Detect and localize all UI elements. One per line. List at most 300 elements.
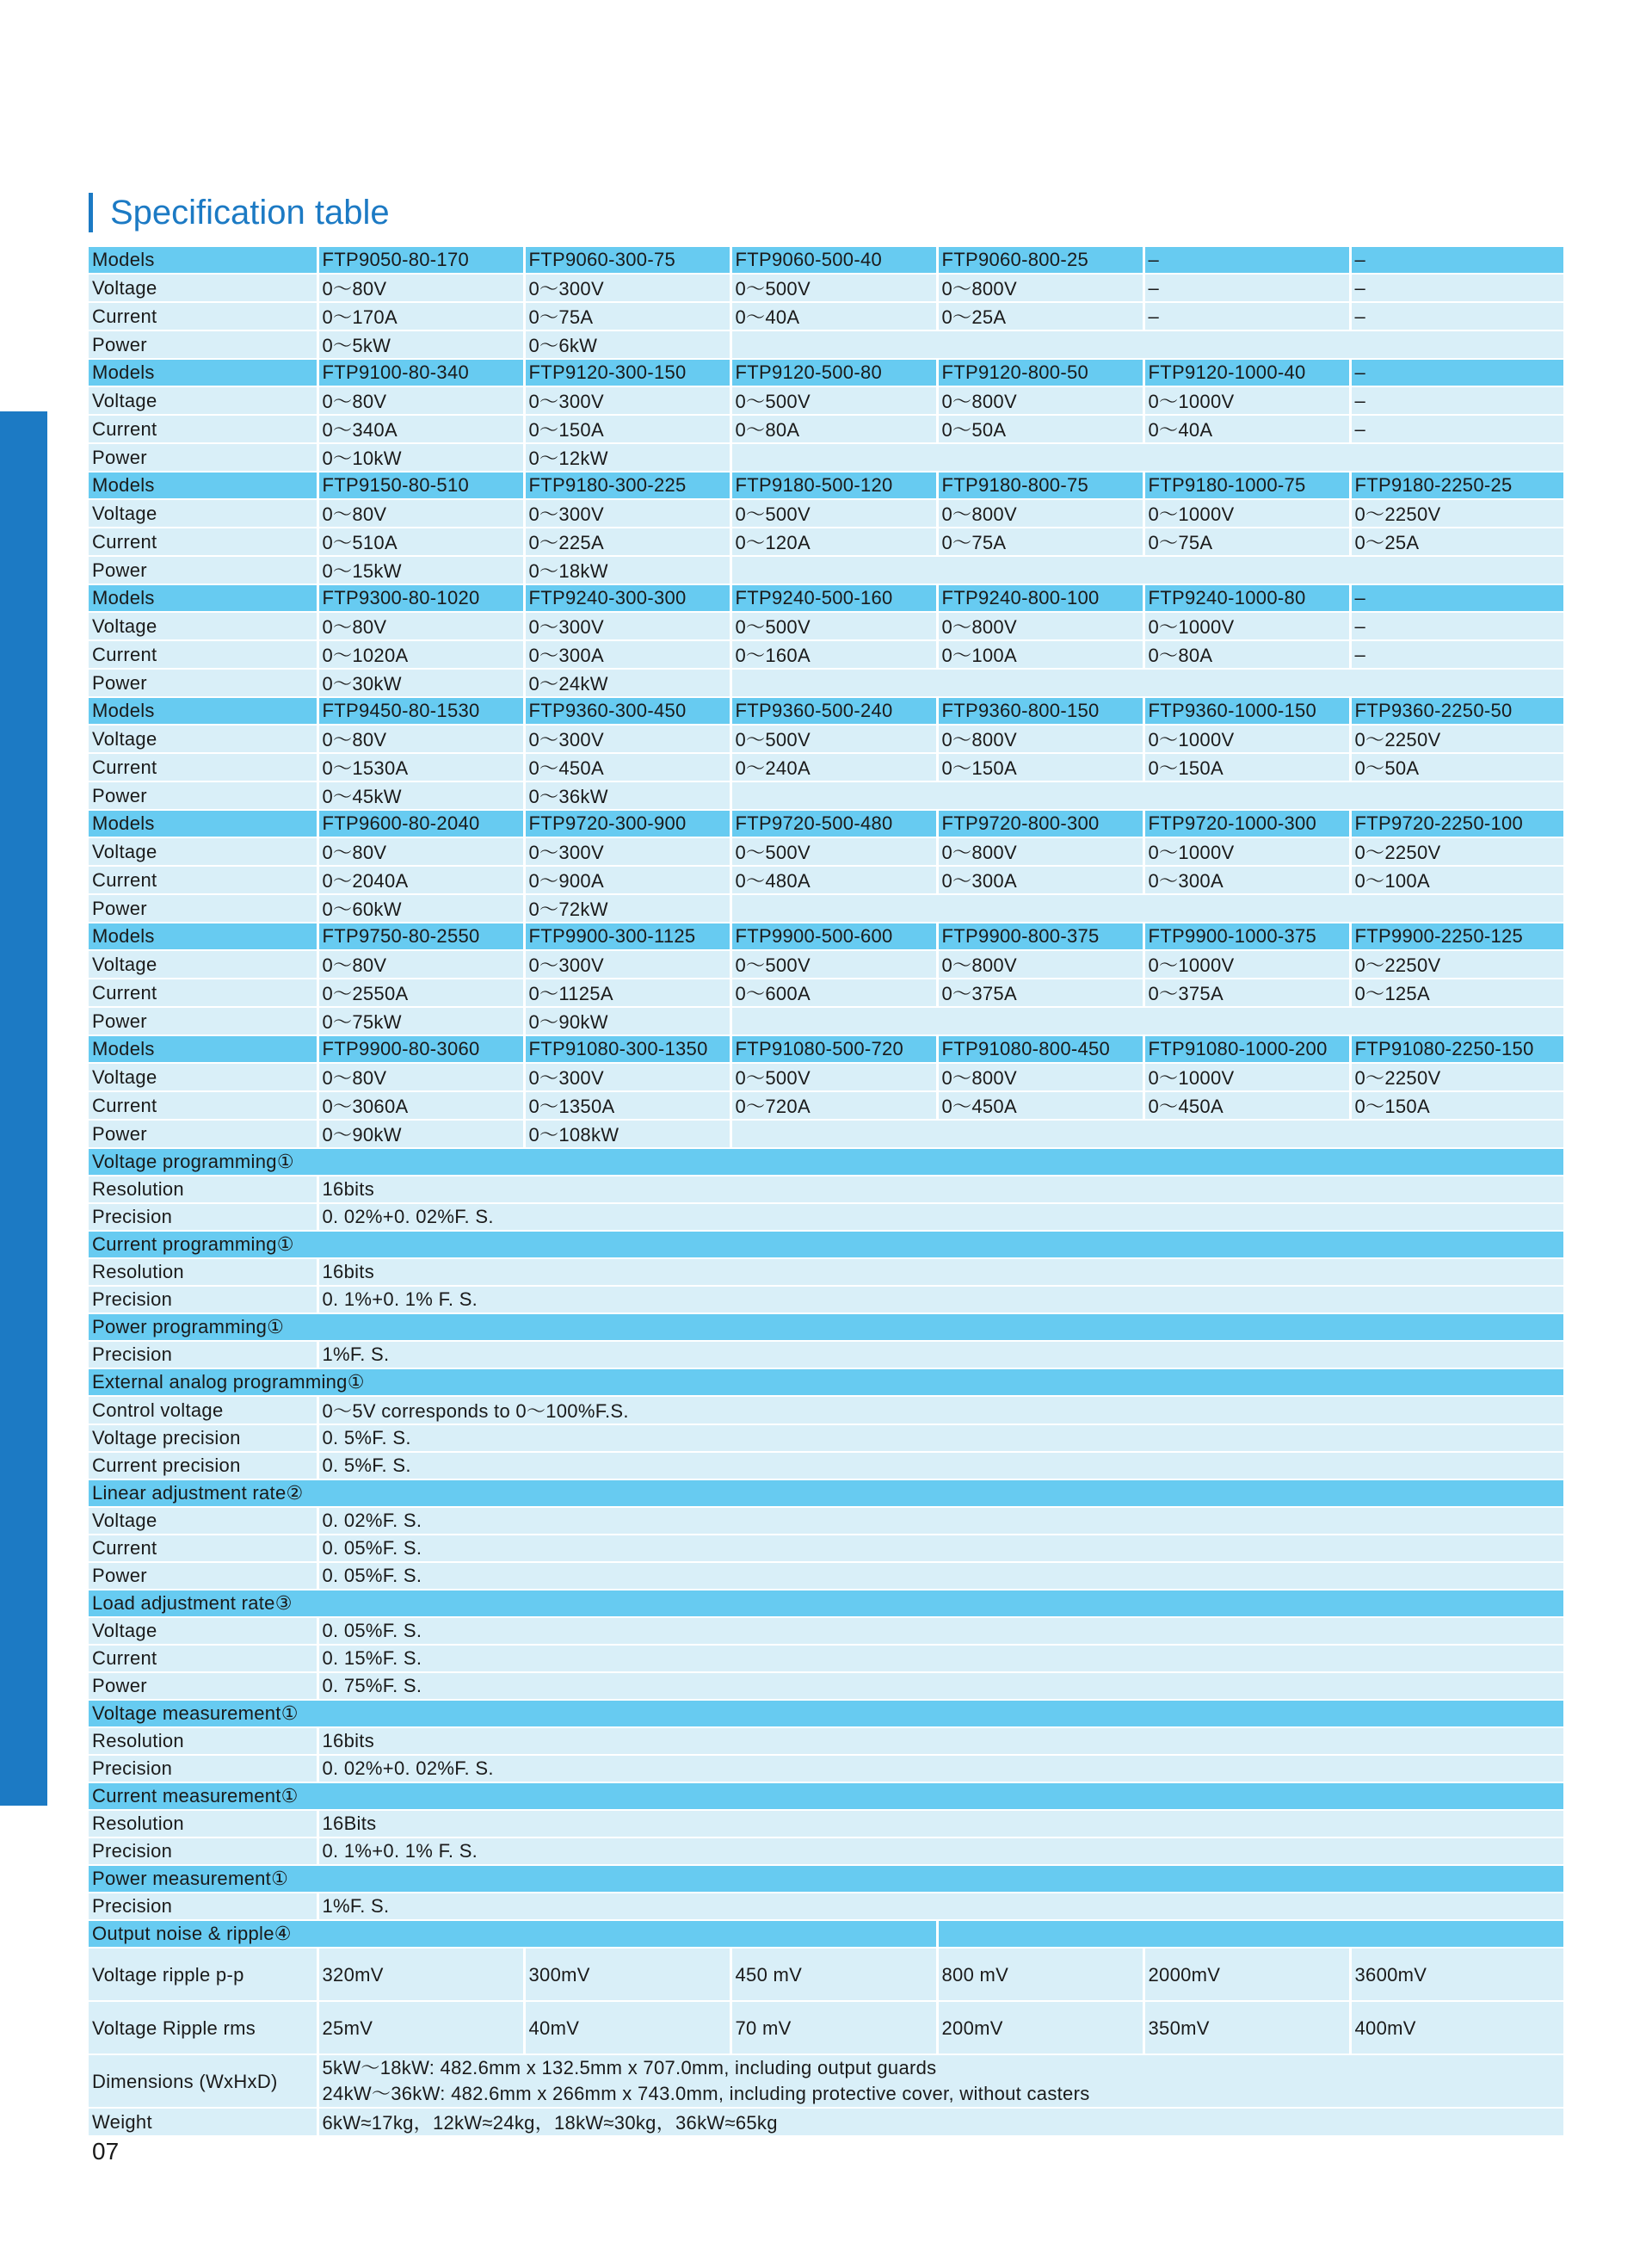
current-cell: 0～3060A (317, 1091, 524, 1120)
empty-cell (730, 443, 1563, 472)
model-name-cell: FTP9720-1000-300 (1143, 810, 1350, 837)
spec-value: 1%F. S. (317, 1341, 1563, 1368)
row-label: Models (89, 247, 317, 274)
section-header-row (89, 1148, 1563, 1176)
current-cell: 0～1350A (524, 1091, 730, 1120)
voltage-cell: 0～80V (317, 386, 524, 415)
ripple-value: 350mV (1143, 2001, 1350, 2054)
spec-label: Resolution (89, 1727, 317, 1755)
row-label: Voltage (89, 837, 317, 866)
current-cell: – (1350, 415, 1563, 443)
spec-value: 16bits (317, 1176, 1563, 1203)
section-title: Current programming① (89, 1231, 1563, 1258)
row-label: Current (89, 1091, 317, 1120)
spec-value: 16bits (317, 1258, 1563, 1286)
models-row (89, 1035, 1563, 1063)
model-name-cell: FTP9300-80-1020 (317, 584, 524, 612)
row-label: Power (89, 1120, 317, 1148)
spec-row (89, 1755, 1563, 1782)
dimensions-value (317, 2054, 1563, 2108)
current-cell: 0～75A (1143, 528, 1350, 556)
spec-value: 16bits (317, 1727, 1563, 1755)
voltage-cell: 0～2250V (1350, 725, 1563, 753)
spec-label: Resolution (89, 1810, 317, 1837)
section-title: Load adjustment rate③ (89, 1590, 1563, 1617)
spec-label: Voltage ripple p-p (89, 1948, 317, 2001)
section-header-row (89, 1782, 1563, 1810)
power-cell: 0～90kW (524, 1007, 730, 1035)
current-cell: 0～900A (524, 866, 730, 894)
voltage-cell: 0～300V (524, 499, 730, 528)
spec-row (89, 1396, 1563, 1424)
power-cell: 0～75kW (317, 1007, 524, 1035)
spec-row (89, 1176, 1563, 1203)
model-name-cell: FTP9240-500-160 (730, 584, 937, 612)
spec-row (89, 1286, 1563, 1313)
row-label: Current (89, 528, 317, 556)
model-name-cell: FTP9900-80-3060 (317, 1035, 524, 1063)
row-label: Power (89, 781, 317, 810)
voltage-cell: 0～1000V (1143, 612, 1350, 640)
voltage-cell: 0～1000V (1143, 950, 1350, 979)
spec-label: Voltage (89, 1617, 317, 1645)
spec-label: Precision (89, 1341, 317, 1368)
voltage-cell: 0～500V (730, 1063, 937, 1091)
model-name-cell: FTP9050-80-170 (317, 247, 524, 274)
voltage-cell: 0～80V (317, 950, 524, 979)
model-name-cell: FTP9060-300-75 (524, 247, 730, 274)
spec-label: Precision (89, 1286, 317, 1313)
row-label: Current (89, 866, 317, 894)
power-row (89, 556, 1563, 584)
ripple-value: 300mV (524, 1948, 730, 2001)
current-row (89, 866, 1563, 894)
spec-label: Precision (89, 1755, 317, 1782)
voltage-cell: – (1350, 274, 1563, 302)
dimension-line: 5kW～18kW: 482.6mm x 132.5mm x 707.0mm, including output guards (322, 2057, 937, 2078)
model-name-cell: FTP91080-1000-200 (1143, 1035, 1350, 1063)
model-name-cell: FTP9900-800-375 (937, 923, 1143, 950)
section-title: Power programming① (89, 1313, 1563, 1341)
current-cell: – (1350, 640, 1563, 669)
row-label: Current (89, 302, 317, 330)
spec-label: Current (89, 1645, 317, 1672)
model-name-cell: FTP91080-300-1350 (524, 1035, 730, 1063)
row-label: Power (89, 1007, 317, 1035)
model-name-cell: FTP9180-800-75 (937, 472, 1143, 499)
current-row (89, 640, 1563, 669)
voltage-cell: 0～2250V (1350, 950, 1563, 979)
current-cell: 0～1020A (317, 640, 524, 669)
current-cell: 0～150A (1350, 1091, 1563, 1120)
power-row (89, 443, 1563, 472)
spec-value: 0. 15%F. S. (317, 1645, 1563, 1672)
ripple-value: 320mV (317, 1948, 524, 2001)
spec-label: Current precision (89, 1452, 317, 1479)
power-cell: 0～45kW (317, 781, 524, 810)
voltage-cell: 0～500V (730, 950, 937, 979)
power-row (89, 894, 1563, 923)
current-cell: 0～300A (1143, 866, 1350, 894)
model-name-cell: FTP9240-1000-80 (1143, 584, 1350, 612)
model-name-cell: FTP9180-500-120 (730, 472, 937, 499)
ripple-value: 400mV (1350, 2001, 1563, 2054)
section-header-row (89, 1313, 1563, 1341)
row-label: Models (89, 1035, 317, 1063)
model-name-cell: FTP9360-800-150 (937, 697, 1143, 725)
model-name-cell: FTP9600-80-2040 (317, 810, 524, 837)
row-label: Models (89, 359, 317, 386)
models-row (89, 359, 1563, 386)
model-name-cell: FTP9240-800-100 (937, 584, 1143, 612)
power-cell: 0～90kW (317, 1120, 524, 1148)
empty-cell (730, 781, 1563, 810)
current-row (89, 302, 1563, 330)
current-cell: 0～1125A (524, 979, 730, 1007)
spec-label: Control voltage (89, 1396, 317, 1424)
row-label: Models (89, 472, 317, 499)
row-label: Current (89, 753, 317, 781)
current-cell: 0～50A (1350, 753, 1563, 781)
spec-label: Precision (89, 1203, 317, 1231)
current-cell: 0～120A (730, 528, 937, 556)
section-header-row (89, 1368, 1563, 1396)
row-label: Power (89, 669, 317, 697)
side-accent-bar (0, 411, 47, 1806)
row-label: Power (89, 894, 317, 923)
spec-row (89, 1645, 1563, 1672)
spec-row (89, 1535, 1563, 1562)
title-accent-bar (89, 193, 93, 232)
voltage-cell: 0～300V (524, 386, 730, 415)
models-row (89, 810, 1563, 837)
current-cell: 0～510A (317, 528, 524, 556)
model-name-cell: FTP9180-1000-75 (1143, 472, 1350, 499)
voltage-cell: 0～2250V (1350, 1063, 1563, 1091)
empty-cell (730, 1007, 1563, 1035)
current-cell: 0～80A (1143, 640, 1350, 669)
voltage-cell: 0～500V (730, 499, 937, 528)
current-cell: 0～340A (317, 415, 524, 443)
voltage-cell: 0～1000V (1143, 386, 1350, 415)
current-cell: 0～40A (1143, 415, 1350, 443)
spec-row (89, 1727, 1563, 1755)
current-cell: – (1143, 302, 1350, 330)
spec-value: 0. 5%F. S. (317, 1452, 1563, 1479)
spec-value: 0. 05%F. S. (317, 1535, 1563, 1562)
spec-row (89, 1837, 1563, 1865)
section-title: External analog programming① (89, 1368, 1563, 1396)
current-row (89, 1091, 1563, 1120)
models-row (89, 584, 1563, 612)
row-label: Voltage (89, 274, 317, 302)
voltage-cell: 0～500V (730, 837, 937, 866)
empty-cell (730, 669, 1563, 697)
model-name-cell: FTP9100-80-340 (317, 359, 524, 386)
model-name-cell: – (1143, 247, 1350, 274)
voltage-cell: 0～80V (317, 725, 524, 753)
current-cell: 0～450A (524, 753, 730, 781)
voltage-cell: 0～80V (317, 837, 524, 866)
spec-label: Power (89, 1562, 317, 1590)
voltage-cell: 0～500V (730, 274, 937, 302)
model-name-cell: FTP9360-300-450 (524, 697, 730, 725)
voltage-cell: 0～300V (524, 725, 730, 753)
current-cell: 0～75A (524, 302, 730, 330)
spec-label: Precision (89, 1837, 317, 1865)
model-name-cell: FTP9720-300-900 (524, 810, 730, 837)
model-name-cell: FTP91080-2250-150 (1350, 1035, 1563, 1063)
model-name-cell: FTP9720-800-300 (937, 810, 1143, 837)
row-label: Voltage (89, 386, 317, 415)
models-row (89, 697, 1563, 725)
spec-value: 6kW≈17kg，12kW≈24kg，18kW≈30kg，36kW≈65kg (317, 2108, 1563, 2136)
voltage-cell: 0～80V (317, 274, 524, 302)
power-cell: 0～60kW (317, 894, 524, 923)
spec-value: 1%F. S. (317, 1893, 1563, 1920)
voltage-row (89, 274, 1563, 302)
power-row (89, 669, 1563, 697)
current-row (89, 979, 1563, 1007)
current-cell: 0～150A (524, 415, 730, 443)
current-cell: 0～80A (730, 415, 937, 443)
section-title: Output noise & ripple④ (89, 1920, 937, 1948)
model-name-cell: FTP9180-2250-25 (1350, 472, 1563, 499)
current-cell: 0～240A (730, 753, 937, 781)
section-header-row (89, 1700, 1563, 1727)
model-name-cell: FTP9750-80-2550 (317, 923, 524, 950)
spec-row (89, 1452, 1563, 1479)
model-name-cell: FTP9120-500-80 (730, 359, 937, 386)
row-label: Models (89, 584, 317, 612)
row-label: Models (89, 810, 317, 837)
model-name-cell: FTP9900-500-600 (730, 923, 937, 950)
spec-row (89, 1203, 1563, 1231)
voltage-cell: 0～2250V (1350, 499, 1563, 528)
ripple-value: 40mV (524, 2001, 730, 2054)
spec-value: 0. 02%+0. 02%F. S. (317, 1755, 1563, 1782)
model-name-cell: FTP9120-800-50 (937, 359, 1143, 386)
voltage-row (89, 725, 1563, 753)
model-name-cell: – (1350, 247, 1563, 274)
spec-row (89, 1893, 1563, 1920)
power-cell: 0～18kW (524, 556, 730, 584)
ripple-value: 2000mV (1143, 1948, 1350, 2001)
spec-row (89, 1341, 1563, 1368)
spec-label: Precision (89, 1893, 317, 1920)
voltage-cell: 0～1000V (1143, 499, 1350, 528)
model-name-cell: FTP9720-2250-100 (1350, 810, 1563, 837)
ripple-value: 200mV (937, 2001, 1143, 2054)
voltage-row (89, 1063, 1563, 1091)
current-cell: 0～50A (937, 415, 1143, 443)
row-label: Power (89, 556, 317, 584)
ripple-value: 3600mV (1350, 1948, 1563, 2001)
spec-label: Voltage (89, 1507, 317, 1535)
spec-value: 0. 1%+0. 1% F. S. (317, 1837, 1563, 1865)
model-name-cell: FTP9360-1000-150 (1143, 697, 1350, 725)
weight-row (89, 2108, 1563, 2136)
spec-table-body (89, 247, 1563, 2136)
section-header-row (89, 1231, 1563, 1258)
section-header-row (89, 1865, 1563, 1893)
current-cell: 0～150A (937, 753, 1143, 781)
spec-row (89, 1507, 1563, 1535)
voltage-row (89, 499, 1563, 528)
current-cell: 0～125A (1350, 979, 1563, 1007)
current-cell: – (1350, 302, 1563, 330)
model-name-cell: FTP91080-500-720 (730, 1035, 937, 1063)
model-name-cell: FTP9900-300-1125 (524, 923, 730, 950)
current-cell: 0～100A (1350, 866, 1563, 894)
empty-cell (730, 556, 1563, 584)
model-name-cell: FTP9150-80-510 (317, 472, 524, 499)
voltage-row (89, 837, 1563, 866)
section-title: Current measurement① (89, 1782, 1563, 1810)
model-name-cell: FTP9360-2250-50 (1350, 697, 1563, 725)
voltage-cell: 0～800V (937, 274, 1143, 302)
model-name-cell: FTP9900-2250-125 (1350, 923, 1563, 950)
section-header-row (89, 1920, 1563, 1948)
spec-value: 0. 75%F. S. (317, 1672, 1563, 1700)
current-cell: 0～375A (937, 979, 1143, 1007)
spec-row (89, 1424, 1563, 1452)
dimension-line: 24kW～36kW: 482.6mm x 266mm x 743.0mm, including protective cover, without casters (322, 2083, 1090, 2104)
row-label: Voltage (89, 1063, 317, 1091)
empty-cell (937, 1920, 1563, 1948)
current-cell: 0～450A (1143, 1091, 1350, 1120)
current-cell: 0～75A (937, 528, 1143, 556)
power-cell: 0～15kW (317, 556, 524, 584)
empty-cell (730, 894, 1563, 923)
voltage-cell: 0～800V (937, 386, 1143, 415)
row-label: Current (89, 979, 317, 1007)
voltage-cell: 0～800V (937, 612, 1143, 640)
spec-value: 0. 1%+0. 1% F. S. (317, 1286, 1563, 1313)
model-name-cell: FTP9900-1000-375 (1143, 923, 1350, 950)
power-cell: 0～12kW (524, 443, 730, 472)
voltage-cell: 0～800V (937, 950, 1143, 979)
current-cell: 0～2550A (317, 979, 524, 1007)
voltage-cell: 0～80V (317, 612, 524, 640)
model-name-cell: FTP9720-500-480 (730, 810, 937, 837)
current-row (89, 528, 1563, 556)
spec-row (89, 1617, 1563, 1645)
row-label: Voltage (89, 725, 317, 753)
ripple-value: 800 mV (937, 1948, 1143, 2001)
power-cell: 0～5kW (317, 330, 524, 359)
voltage-cell: 0～800V (937, 499, 1143, 528)
voltage-cell: 0～80V (317, 1063, 524, 1091)
model-name-cell: FTP9060-800-25 (937, 247, 1143, 274)
voltage-cell: 0～1000V (1143, 725, 1350, 753)
spec-value: 0. 5%F. S. (317, 1424, 1563, 1452)
voltage-cell: 0～1000V (1143, 837, 1350, 866)
current-cell: 0～25A (1350, 528, 1563, 556)
current-cell: 0～375A (1143, 979, 1350, 1007)
section-title: Voltage measurement① (89, 1700, 1563, 1727)
voltage-row (89, 612, 1563, 640)
ripple-value: 450 mV (730, 1948, 937, 2001)
current-cell: 0～150A (1143, 753, 1350, 781)
power-cell: 0～24kW (524, 669, 730, 697)
row-label: Current (89, 640, 317, 669)
power-row (89, 330, 1563, 359)
spec-value: 0. 02%+0. 02%F. S. (317, 1203, 1563, 1231)
spec-label: Dimensions (WxHxD) (89, 2054, 317, 2108)
section-header-row (89, 1590, 1563, 1617)
model-name-cell: FTP91080-800-450 (937, 1035, 1143, 1063)
empty-cell (730, 1120, 1563, 1148)
ripple-value: 70 mV (730, 2001, 937, 2054)
row-label: Models (89, 697, 317, 725)
power-row (89, 781, 1563, 810)
spec-value: 0. 05%F. S. (317, 1617, 1563, 1645)
models-row (89, 247, 1563, 274)
row-label: Models (89, 923, 317, 950)
spec-row (89, 1258, 1563, 1286)
voltage-cell: 0～300V (524, 1063, 730, 1091)
current-cell: 0～300A (937, 866, 1143, 894)
row-label: Voltage (89, 950, 317, 979)
voltage-cell: 0～300V (524, 837, 730, 866)
current-cell: 0～170A (317, 302, 524, 330)
model-name-cell: FTP9360-500-240 (730, 697, 937, 725)
spec-label: Weight (89, 2108, 317, 2136)
current-row (89, 415, 1563, 443)
model-name-cell: FTP9240-300-300 (524, 584, 730, 612)
spec-value: 0. 02%F. S. (317, 1507, 1563, 1535)
current-row (89, 753, 1563, 781)
voltage-cell: 0～800V (937, 1063, 1143, 1091)
spec-row (89, 1672, 1563, 1700)
model-name-cell: FTP9120-300-150 (524, 359, 730, 386)
voltage-cell: – (1143, 274, 1350, 302)
ripple-rms-row (89, 2001, 1563, 2054)
current-cell: 0～450A (937, 1091, 1143, 1120)
spec-row (89, 1562, 1563, 1590)
section-title: Voltage programming① (89, 1148, 1563, 1176)
model-name-cell: FTP9450-80-1530 (317, 697, 524, 725)
current-cell: 0～2040A (317, 866, 524, 894)
page-heading (89, 191, 390, 234)
row-label: Current (89, 415, 317, 443)
current-cell: 0～1530A (317, 753, 524, 781)
voltage-cell: 0～2250V (1350, 837, 1563, 866)
spec-value: 0. 05%F. S. (317, 1562, 1563, 1590)
spec-label: Voltage Ripple rms (89, 2001, 317, 2054)
voltage-row (89, 950, 1563, 979)
model-name-cell: – (1350, 359, 1563, 386)
power-cell: 0～72kW (524, 894, 730, 923)
voltage-cell: – (1350, 386, 1563, 415)
model-name-cell: – (1350, 584, 1563, 612)
spec-value: 16Bits (317, 1810, 1563, 1837)
model-name-cell: FTP9060-500-40 (730, 247, 937, 274)
spec-label: Resolution (89, 1176, 317, 1203)
dimensions-row (89, 2054, 1563, 2108)
spec-row (89, 1810, 1563, 1837)
spec-table (89, 247, 1563, 2137)
voltage-cell: 0～1000V (1143, 1063, 1350, 1091)
empty-cell (730, 330, 1563, 359)
section-title: Linear adjustment rate② (89, 1479, 1563, 1507)
power-cell: 0～6kW (524, 330, 730, 359)
current-cell: 0～720A (730, 1091, 937, 1120)
ripple-value: 25mV (317, 2001, 524, 2054)
current-cell: 0～100A (937, 640, 1143, 669)
voltage-cell: 0～80V (317, 499, 524, 528)
